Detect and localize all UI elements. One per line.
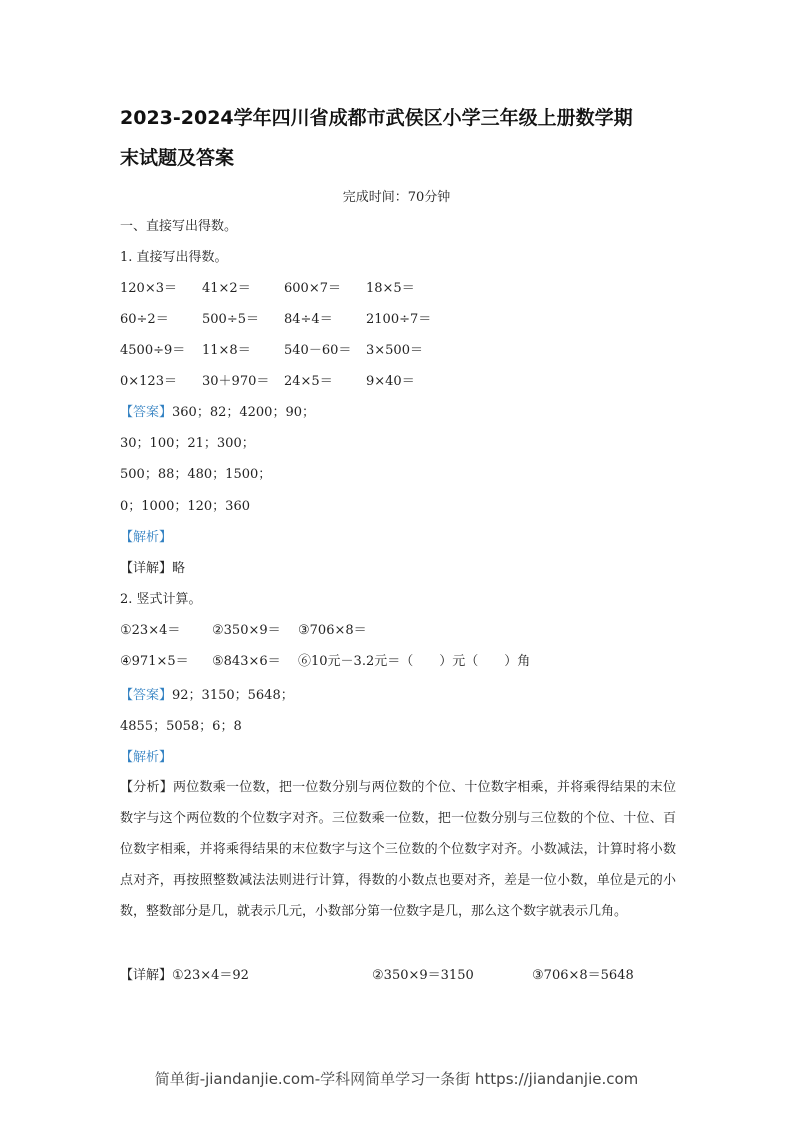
- answer-text: 360；82；4200；90；: [172, 405, 315, 420]
- q1-row-1: [120, 279, 448, 299]
- completion-time: 完成时间：70分钟: [342, 190, 451, 205]
- q1-item: 120×3＝: [120, 281, 177, 296]
- detail-item: ①23×4＝92: [172, 968, 249, 983]
- q1-item: 540－60＝: [284, 343, 352, 358]
- answer-tag: 【答案】: [120, 688, 173, 703]
- q1-item: 0×123＝: [120, 374, 177, 389]
- q2-row-1: [120, 621, 384, 641]
- analysis-label: 【分析】: [120, 780, 173, 795]
- q2-detail-line: [120, 966, 634, 986]
- q1-item: 9×40＝: [366, 374, 415, 389]
- q1-item: 41×2＝: [202, 281, 251, 296]
- detail-item: ③706×8＝5648: [532, 968, 634, 983]
- q1-item: 24×5＝: [284, 374, 333, 389]
- q1-row-3: [120, 341, 448, 361]
- document-title-line-1: 2023-2024学年四川省成都市武侯区小学三年级上册数学期: [120, 107, 633, 129]
- q1-row-2: [120, 310, 448, 330]
- q2-item: ⑥10元－3.2元＝（ ）元（ ）角: [298, 654, 531, 669]
- q1-answer-line-4: 0；1000；120；360: [120, 499, 250, 514]
- q1-answer-line-3: 500；88；480；1500；: [120, 467, 272, 482]
- q1-detail: 【详解】略: [120, 561, 186, 576]
- detail-item: ②350×9＝3150: [372, 968, 474, 983]
- question-2-title: 2. 竖式计算。: [120, 592, 202, 607]
- q1-answer-line-1: [120, 403, 315, 423]
- footer-watermark: 简单街-jiandanjie.com-学科网简单学习一条街 https://jiandanjie.com: [154, 1070, 639, 1088]
- q1-item: 11×8＝: [202, 343, 251, 358]
- q2-answer-line-1: [120, 686, 294, 706]
- q1-item: 4500÷9＝: [120, 343, 186, 358]
- section-heading: 一、直接写出得数。: [120, 219, 238, 234]
- q1-item: 84÷4＝: [284, 312, 333, 327]
- q2-row-2: [120, 652, 530, 672]
- q1-item: 600×7＝: [284, 281, 341, 296]
- document-title-line-2: 末试题及答案: [120, 147, 235, 169]
- q2-analysis-tag: 【解析】: [120, 750, 173, 765]
- q1-analysis-tag: 【解析】: [120, 530, 173, 545]
- q2-item: ②350×9＝: [212, 623, 281, 638]
- detail-label: 【详解】: [120, 968, 173, 983]
- answer-text: 92；3150；5648；: [172, 688, 294, 703]
- q1-item: 500÷5＝: [202, 312, 259, 327]
- q2-answer-line-2: 4855；5058；6；8: [120, 719, 242, 734]
- q2-item: ①23×4＝: [120, 623, 181, 638]
- q1-item: 3×500＝: [366, 343, 423, 358]
- q1-item: 30＋970＝: [202, 374, 270, 389]
- q1-item: 60÷2＝: [120, 312, 169, 327]
- q2-item: ③706×8＝: [298, 623, 367, 638]
- q2-item: ⑤843×6＝: [212, 654, 281, 669]
- answer-tag: 【答案】: [120, 405, 173, 420]
- q1-item: 18×5＝: [366, 281, 415, 296]
- q1-item: 2100÷7＝: [366, 312, 432, 327]
- q1-answer-line-2: 30；100；21；300；: [120, 436, 255, 451]
- q2-item: ④971×5＝: [120, 654, 189, 669]
- q2-analysis-paragraph: [120, 772, 676, 927]
- q1-row-4: [120, 372, 448, 392]
- question-1-title: 1. 直接写出得数。: [120, 250, 228, 265]
- analysis-text: 两位数乘一位数，把一位数分别与两位数的个位、十位数字相乘，并将乘得结果的末位数字与这个两位数的个位数字对齐。三位数乘一位数，把一位数分别与三位数的个位、十位、百位数字相乘，并将乘得结果的末位数字与这个三位数的个位数字对齐。小数减法，计算时将小数点对齐，再按照整数减法法则进行计算，得数的小数点也要对齐，差是一位小数，单位是元的小数，整数部分是几，就表示几元，小数部分第一位数字是几，那么这个数字就表示几角。: [120, 780, 676, 919]
